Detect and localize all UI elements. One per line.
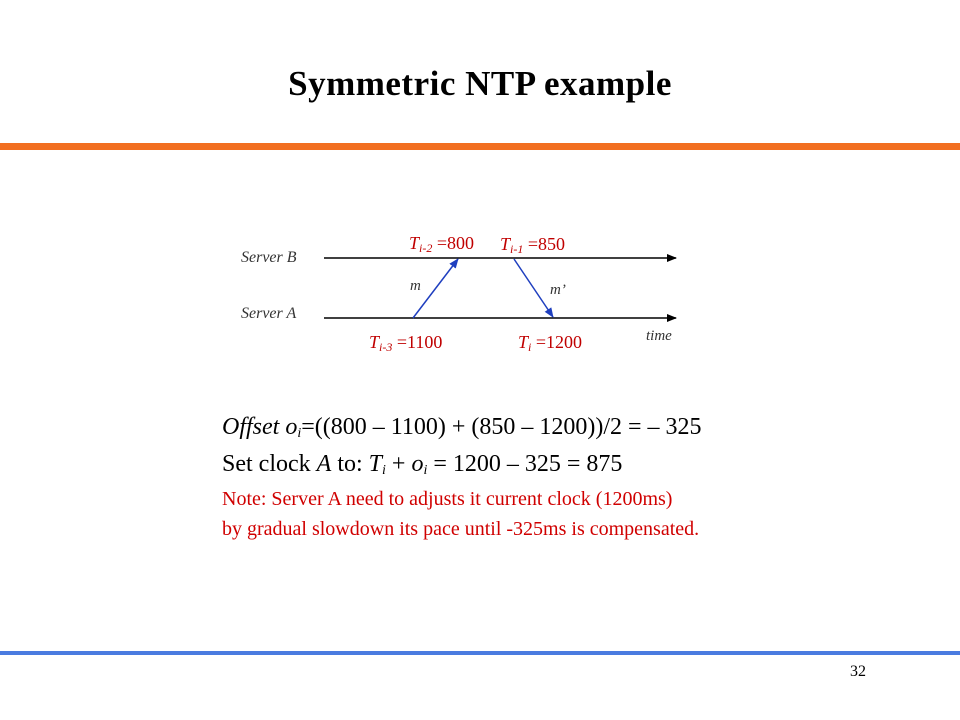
message-m-prime-arrow <box>514 259 553 317</box>
time-axis-label: time <box>646 328 672 344</box>
timestamp-t-i-3: Ti-3 =1100 <box>369 332 443 354</box>
server-b-label: Server B <box>241 249 297 266</box>
note-line-1: Note: Server A need to adjusts it current clock (1200ms) <box>222 488 673 510</box>
timestamp-t-i-1: Ti-1 =850 <box>500 234 566 256</box>
offset-formula: Offset $o_i=((800 - 1100) + (850 - 1200))/2$ = – 325 <box>222 414 702 441</box>
timestamp-t-i: Ti =1200 <box>518 332 583 354</box>
set-clock-formula: Set clock A to: $T_i + o_i = 1200 - 325 = 875$ <box>222 451 623 478</box>
note-line-2: by gradual slowdown its pace until -325ms is compensated. <box>222 518 700 540</box>
message-m-prime-label: m’ <box>550 282 566 298</box>
page-number: 32 <box>850 663 866 680</box>
timestamp-t-i-2: Ti-2 =800 <box>409 233 475 255</box>
message-m-label: m <box>410 278 421 294</box>
slide-title: Symmetric NTP example <box>288 64 672 103</box>
server-a-label: Server A <box>241 305 297 322</box>
bottom-divider <box>0 651 960 655</box>
